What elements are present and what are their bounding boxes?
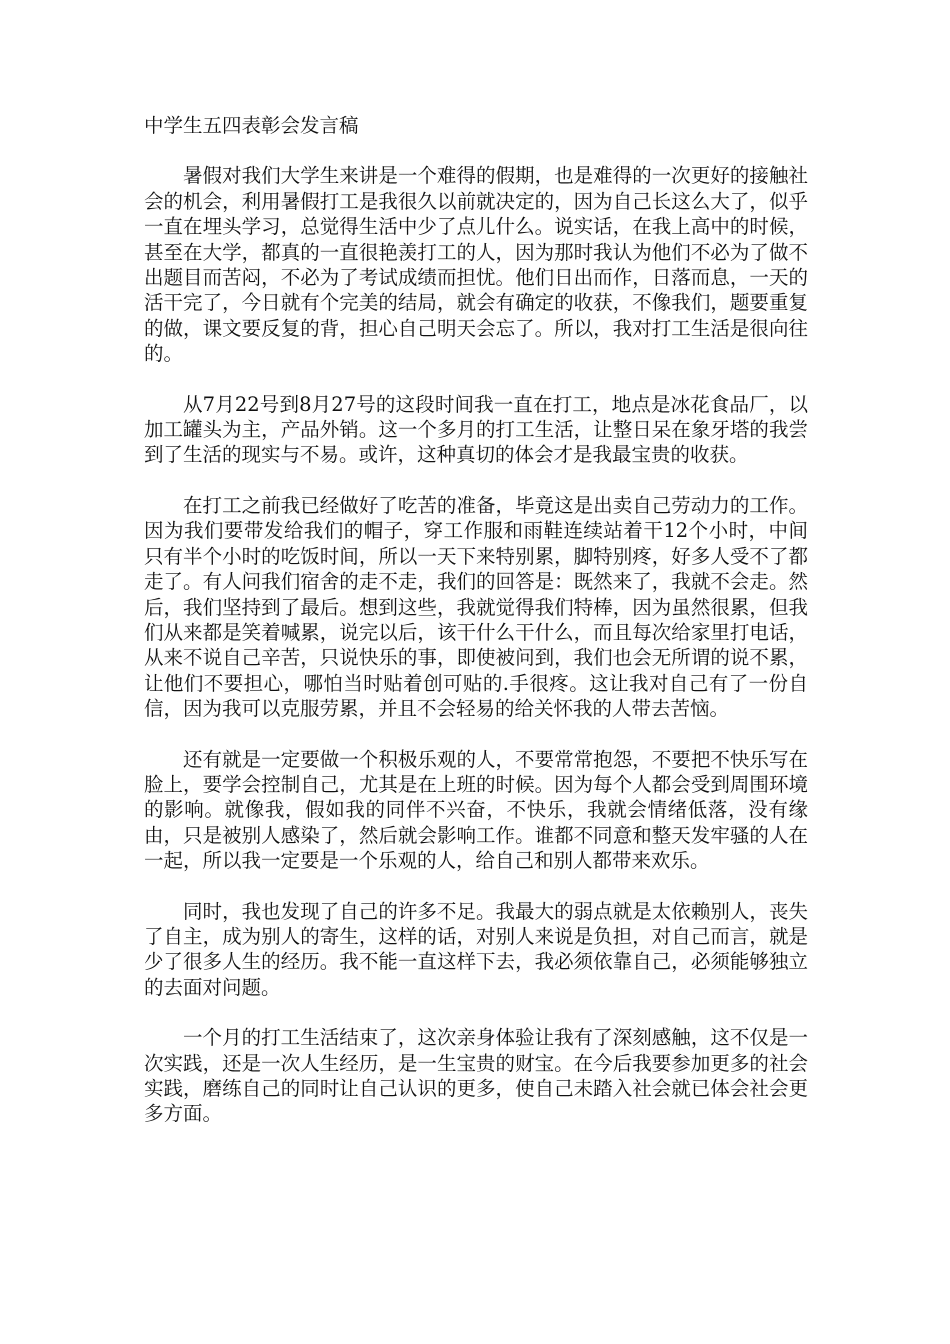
document-title: 中学生五四表彰会发言稿: [144, 114, 359, 137]
paragraph-6: 一个月的打工生活结束了，这次亲身体验让我有了深刻感触，这不仅是一次实践，还是一次人生经历，是一生宝贵的财宝。在今后我要参加更多的社会实践，磨练自己的同时让自己认识的更多，使自己未踏入社会就已体会社会更多方面。: [144, 1026, 808, 1126]
paragraph-5: 同时，我也发现了自己的许多不足。我最大的弱点就是太依赖别人，丧失了自主，成为别人的寄生，这样的话，对别人来说是负担，对自己而言，就是少了很多人生的经历。我不能一直这样下去，我必须依靠自己，必须能够独立的去面对问题。: [144, 899, 808, 999]
paragraph-4: 还有就是一定要做一个积极乐观的人，不要常常抱怨，不要把不快乐写在脸上，要学会控制自己，尤其是在上班的时候。因为每个人都会受到周围环境的影响。就像我，假如我的同伴不兴奋，不快乐，我就会情绪低落，没有缘由，只是被别人感染了，然后就会影响工作。谁都不同意和整天发牢骚的人在一起，所以我一定要是一个乐观的人，给自己和别人都带来欢乐。: [144, 747, 808, 873]
paragraph-2: 从7月22号到8月27号的这段时间我一直在打工，地点是冰花食品厂，以加工罐头为主，产品外销。这一个多月的打工生活，让整日呆在象牙塔的我尝到了生活的现实与不易。或许，这种真切的体会才是我最宝贵的收获。: [144, 392, 808, 467]
document-body: [144, 113, 808, 1152]
paragraph-1: 暑假对我们大学生来讲是一个难得的假期，也是难得的一次更好的接触社会的机会，利用暑假打工是我很久以前就决定的，因为自己长这么大了，似乎一直在埋头学习，总觉得生活中少了点儿什么。说实话，在我上高中的时候，甚至在大学，都真的一直很艳羡打工的人，因为那时我认为他们不必为了做不出题目而苦闷，不必为了考试成绩而担忧。他们日出而作，日落而息，一天的活干完了，今日就有个完美的结局，就会有确定的收获，不像我们，题要重复的做，课文要反复的背，担心自己明天会忘了。所以，我对打工生活是很向往的。: [144, 164, 808, 366]
paragraph-3: 在打工之前我已经做好了吃苦的准备，毕竟这是出卖自己劳动力的工作。因为我们要带发给我们的帽子，穿工作服和雨鞋连续站着干12个小时，中间只有半个小时的吃饭时间，所以一天下来特别累，脚特别疼，好多人受不了都走了。有人问我们宿舍的走不走，我们的回答是：既然来了，我就不会走。然后，我们坚持到了最后。想到这些，我就觉得我们特棒，因为虽然很累，但我们从来都是笑着喊累，说完以后，该干什么干什么，而且每次给家里打电话，从来不说自己辛苦，只说快乐的事，即使被问到，我们也会无所谓的说不累，让他们不要担心，哪怕当时贴着创可贴的.手很疼。这让我对自己有了一份自信，因为我可以克服劳累，并且不会轻易的给关怀我的人带去苦恼。: [144, 493, 808, 721]
